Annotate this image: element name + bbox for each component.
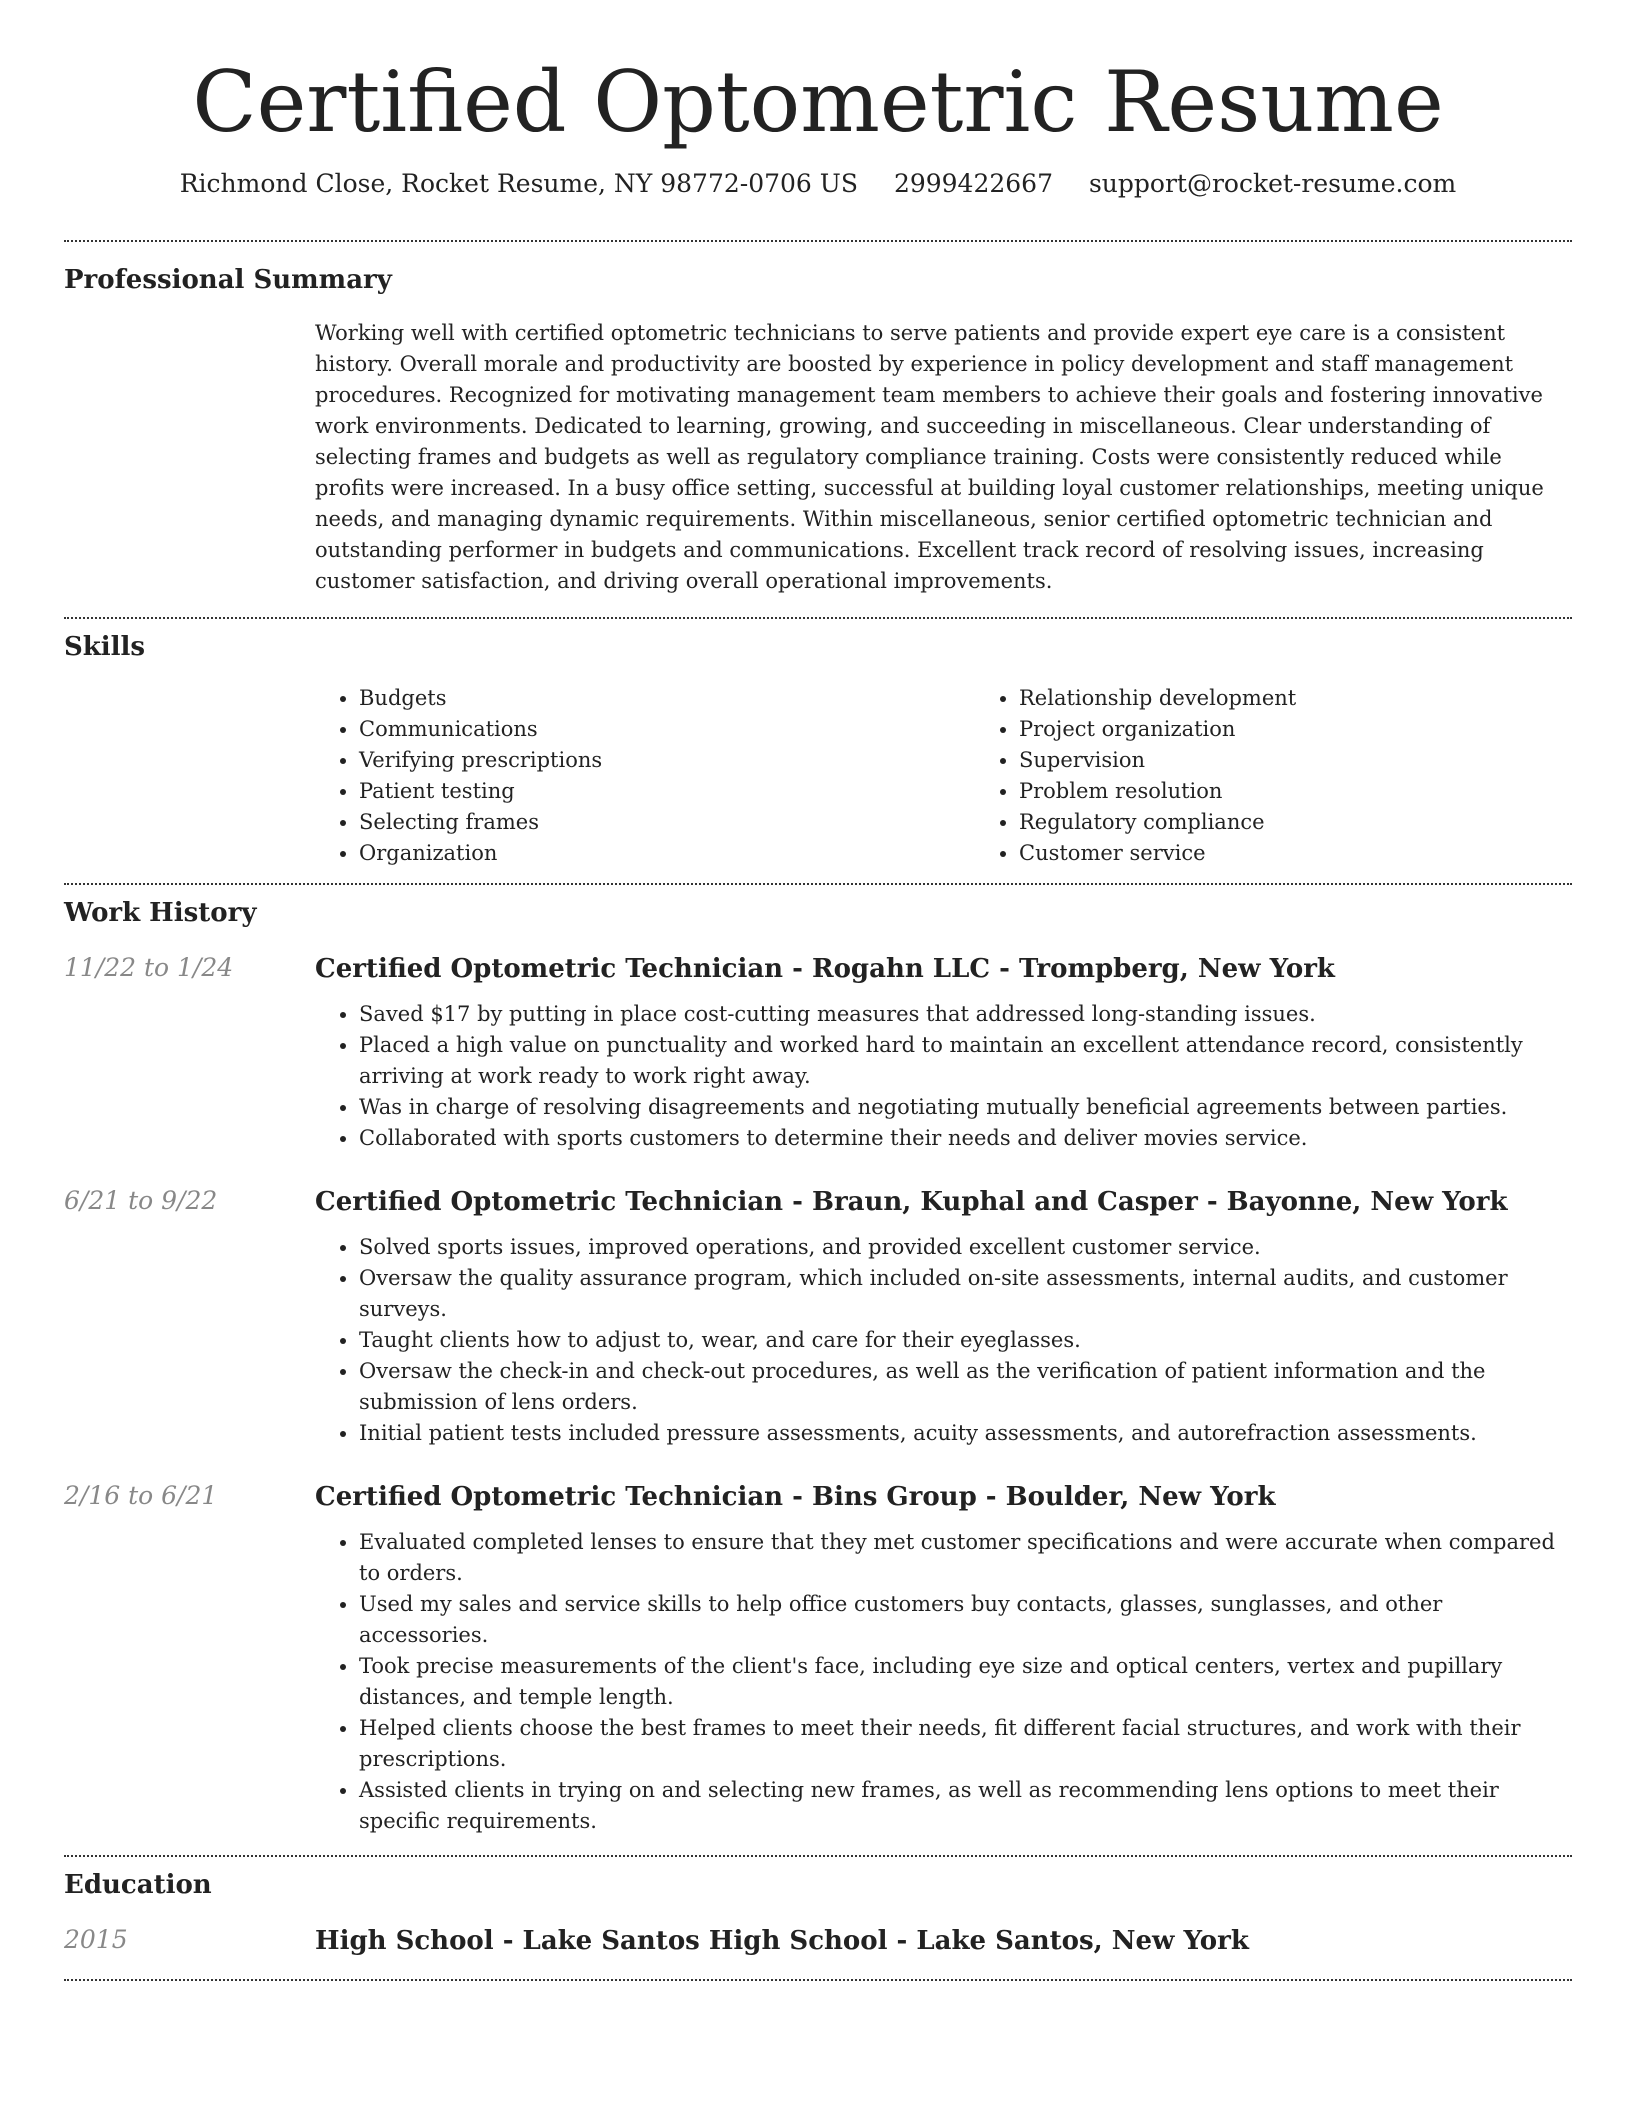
- contact-line: [64, 166, 1572, 202]
- job-bullet: • Assisted clients in trying on and selecting new frames, as well as recommending lens options to meet their specific requirements.: [359, 1775, 1572, 1837]
- skills-list-left: [315, 683, 975, 869]
- summary-text: Working well with certified optometric technicians to serve patients and provide expert eye care is a consistent history. Overall morale and productivity are boosted by experience in policy development and staff management procedures. Recognized for motivating management team members to achieve their goals and fostering innovative work environments. Dedicated to learning, growing, and succeeding in miscellaneous. Clear understanding of selecting frames and budgets as well as regulatory compliance training. Costs were consistently reduced while profits were increased. In a busy office setting, successful at building loyal customer relationships, meeting unique needs, and managing dynamic requirements. Within miscellaneous, senior certified optometric technician and outstanding performer in budgets and communications. Excellent track record of resolving issues, increasing customer satisfaction, and driving overall operational improvements.: [315, 321, 1544, 593]
- job-dates: 6/21 to 9/22: [64, 1186, 218, 1215]
- job-bullet: • Took precise measurements of the client's face, including eye size and optical centers, vertex and pupillary distances, and temple length.: [359, 1651, 1572, 1713]
- job-bullet: • Initial patient tests included pressure assessments, acuity assessments, and autorefraction assessments.: [359, 1418, 1572, 1449]
- job-heading: Certified Optometric Technician - Braun, Kuphal and Casper - Bayonne, New York: [315, 1187, 1508, 1217]
- job-dates: 2/16 to 6/21: [64, 1481, 218, 1510]
- job-bullet: • Collaborated with sports customers to determine their needs and deliver movies service.: [359, 1123, 1572, 1154]
- skill-item: • Verifying prescriptions: [359, 745, 975, 776]
- education-heading: High School - Lake Santos High School - Lake Santos, New York: [315, 1926, 1249, 1956]
- section-title-education: Education: [64, 1870, 212, 1900]
- skill-item: • Organization: [359, 838, 975, 869]
- education-year: 2015: [64, 1925, 128, 1954]
- skill-item: • Patient testing: [359, 776, 975, 807]
- job-dates: 11/22 to 1/24: [64, 953, 234, 982]
- divider: [64, 1979, 1572, 1981]
- job-bullet: • Placed a high value on punctuality and worked hard to maintain an excellent attendance record, consistently arriving at work ready to work right away.: [359, 1030, 1572, 1092]
- contact-email: support@rocket-resume.com: [1088, 169, 1457, 198]
- skill-item: • Supervision: [1019, 745, 1632, 776]
- job-bullet: • Used my sales and service skills to help office customers buy contacts, glasses, sunglasses, and other accessories.: [359, 1589, 1572, 1651]
- job-heading: Certified Optometric Technician - Rogahn LLC - Trompberg, New York: [315, 954, 1335, 984]
- skill-item: • Communications: [359, 714, 975, 745]
- resume-page: [64, 0, 1572, 1981]
- section-title-summary: Professional Summary: [64, 265, 392, 295]
- job-entry: [64, 951, 1572, 1154]
- job-heading: Certified Optometric Technician - Bins Group - Boulder, New York: [315, 1482, 1276, 1512]
- contact-address: Richmond Close, Rocket Resume, NY 98772-0706 US: [179, 169, 858, 198]
- job-bullet: • Solved sports issues, improved operations, and provided excellent customer service.: [359, 1232, 1572, 1263]
- job-bullets: [315, 1527, 1572, 1837]
- summary-section: [64, 242, 1572, 597]
- job-bullets: [315, 999, 1572, 1154]
- skills-spacer: [64, 683, 315, 869]
- job-bullet: • Was in charge of resolving disagreements and negotiating mutually beneficial agreements between parties.: [359, 1092, 1572, 1123]
- job-bullet: • Saved $17 by putting in place cost-cutting measures that addressed long-standing issues.: [359, 999, 1572, 1030]
- job-bullet: • Taught clients how to adjust to, wear, and care for their eyeglasses.: [359, 1325, 1572, 1356]
- skills-section: [64, 619, 1572, 869]
- section-title-skills: Skills: [64, 632, 146, 662]
- job-bullet: • Oversaw the check-in and check-out procedures, as well as the verification of patient information and the submission of lens orders.: [359, 1356, 1572, 1418]
- job-bullet: • Evaluated completed lenses to ensure that they met customer specifications and were accurate when compared to orders.: [359, 1527, 1572, 1589]
- resume-title: Certified Optometric Resume: [192, 53, 1444, 151]
- skill-item: • Budgets: [359, 683, 975, 714]
- skill-item: • Problem resolution: [1019, 776, 1632, 807]
- skill-item: • Customer service: [1019, 838, 1632, 869]
- job-entry: [64, 1479, 1572, 1837]
- job-bullets: [315, 1232, 1572, 1449]
- job-bullet: • Oversaw the quality assurance program, which included on-site assessments, internal audits, and customer surveys.: [359, 1263, 1572, 1325]
- job-bullet: • Helped clients choose the best frames to meet their needs, fit different facial structures, and work with their prescriptions.: [359, 1713, 1572, 1775]
- contact-phone: 2999422667: [893, 169, 1053, 198]
- skill-item: • Project organization: [1019, 714, 1632, 745]
- section-title-work: Work History: [64, 898, 257, 928]
- summary-spacer: [64, 318, 315, 597]
- skill-item: • Regulatory compliance: [1019, 807, 1632, 838]
- skills-list-right: [975, 683, 1632, 869]
- skill-item: • Selecting frames: [359, 807, 975, 838]
- work-section: [64, 885, 1572, 1837]
- skill-item: • Relationship development: [1019, 683, 1632, 714]
- job-entry: [64, 1184, 1572, 1449]
- education-section: [64, 1857, 1572, 1959]
- education-entry: [64, 1923, 1572, 1959]
